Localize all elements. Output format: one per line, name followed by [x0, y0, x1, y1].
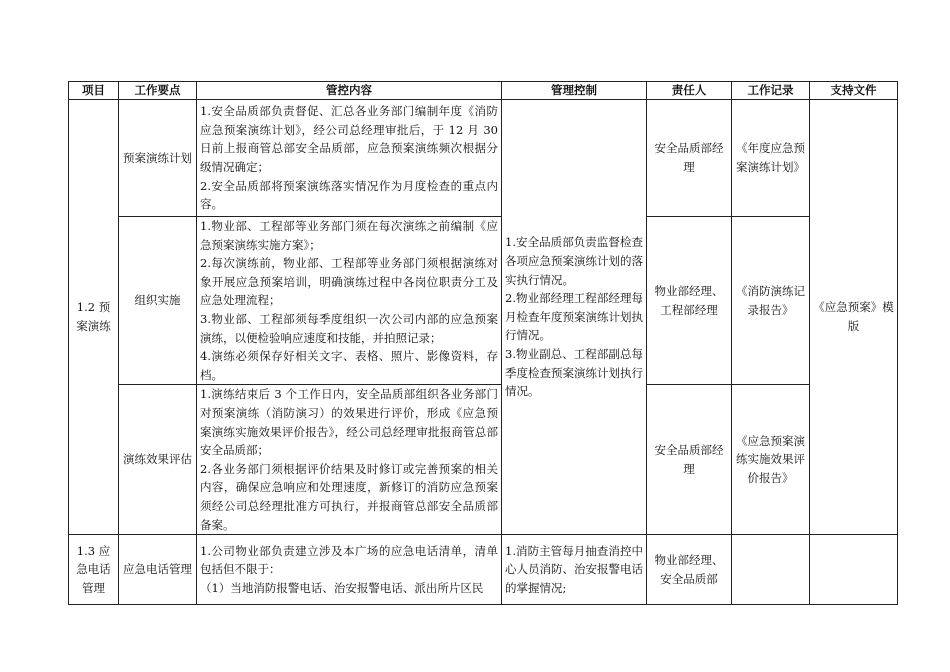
table-row-organize	[69, 217, 898, 385]
control-content-cell	[197, 535, 502, 605]
management-control-cell	[502, 100, 647, 535]
control-line: 3.物业副总、工程部副总每季度检查预案演练计划执行情况。	[505, 346, 643, 399]
header-owner: 责任人	[647, 82, 732, 100]
content-line: 1.安全品质部负责督促、汇总各业务部门编制年度《消防应急预案演练计划》，经公司总经理审批后，于 12 月 30 日前上报商管总部安全品质部，应急预案演练频次根据分级情况确定；	[200, 104, 498, 174]
header-management-control: 管理控制	[502, 82, 647, 100]
work-record-cell: 《消防演练记录报告》	[732, 217, 810, 385]
content-line: 1.公司物业部负责建立涉及本广场的应急电话清单，清单包括但不限于：	[200, 543, 498, 577]
work-point-cell: 演练效果评估	[119, 385, 197, 535]
header-project: 项目	[69, 82, 119, 100]
control-line: 2.物业部经理工程部经理每月检查年度预案演练计划执行情况。	[505, 291, 643, 343]
header-control-content: 管控内容	[197, 82, 502, 100]
work-point-cell: 预案演练计划	[119, 100, 197, 217]
content-line: 4.演练必须保存好相关文字、表格、照片、影像资料，存档。	[200, 349, 498, 382]
owner-cell: 安全品质部经理	[647, 100, 732, 217]
control-content-cell	[197, 100, 502, 217]
owner-cell: 物业部经理、安全品质部	[647, 535, 732, 605]
content-line: 2.每次演练前，物业部、工程部等业务部门须根据演练对象开展应急预案培训，明确演练过程中各岗位职责分工及应急处理流程；	[200, 256, 498, 308]
table-row-drill-plan	[69, 100, 898, 217]
control-line: 1.安全品质部负责监督检查各项应急预案演练计划的落实执行情况。	[505, 235, 643, 287]
content-line: 2.安全品质部将预案演练落实情况作为月度检查的重点内容。	[200, 178, 498, 212]
header-row	[69, 82, 898, 100]
work-record-cell	[732, 535, 810, 605]
content-line: 1.物业部、工程部等业务部门须在每次演练之前编制《应急预案演练实施方案》；	[200, 219, 498, 252]
control-content-cell	[197, 217, 502, 385]
support-file-cell	[810, 535, 898, 605]
support-file-cell: 《应急预案》模版	[810, 100, 898, 535]
work-record-cell: 《年度应急预案演练计划》	[732, 100, 810, 217]
header-work-record: 工作记录	[732, 82, 810, 100]
work-point-cell: 应急电话管理	[119, 535, 197, 605]
owner-cell: 物业部经理、工程部经理	[647, 217, 732, 385]
control-content-cell	[197, 385, 502, 535]
project-cell: 1.2 预案演练	[69, 100, 119, 535]
header-support-file: 支持文件	[810, 82, 898, 100]
management-control-cell: 1.消防主管每月抽查消控中心人员消防、治安报警电话的掌握情况;	[502, 535, 647, 605]
content-line: （1）当地消防报警电话、治安报警电话、派出所片区民	[200, 580, 484, 595]
header-work-point: 工作要点	[119, 82, 197, 100]
content-line: 1.演练结束后 3 个工作日内，安全品质部组织各业务部门对预案演练（消防演习）的效果进行评价，形成《应急预案演练实施效果评价报告》，经公司总经理审批报商管总部安全品质部；	[200, 387, 498, 458]
table-row-emergency-phone	[69, 535, 898, 605]
work-point-cell: 组织实施	[119, 217, 197, 385]
project-cell: 1.3 应急电话管理	[69, 535, 119, 605]
table-row-evaluation	[69, 385, 898, 535]
owner-cell: 安全品质部经理	[647, 385, 732, 535]
work-record-cell: 《应急预案演练实施效果评价报告》	[732, 385, 810, 535]
content-line: 3.物业部、工程部须每季度组织一次公司内部的应急预案演练，以便检验响应速度和技能，并拍照记录；	[200, 311, 498, 345]
content-line: 2.各业务部门须根据评价结果及时修订或完善预案的相关内容，确保应急响应和处理速度，新修订的消防应急预案须经公司总经理批准方可执行，并报商管总部安全品质部备案。	[200, 461, 498, 532]
emergency-drill-table	[68, 81, 898, 605]
